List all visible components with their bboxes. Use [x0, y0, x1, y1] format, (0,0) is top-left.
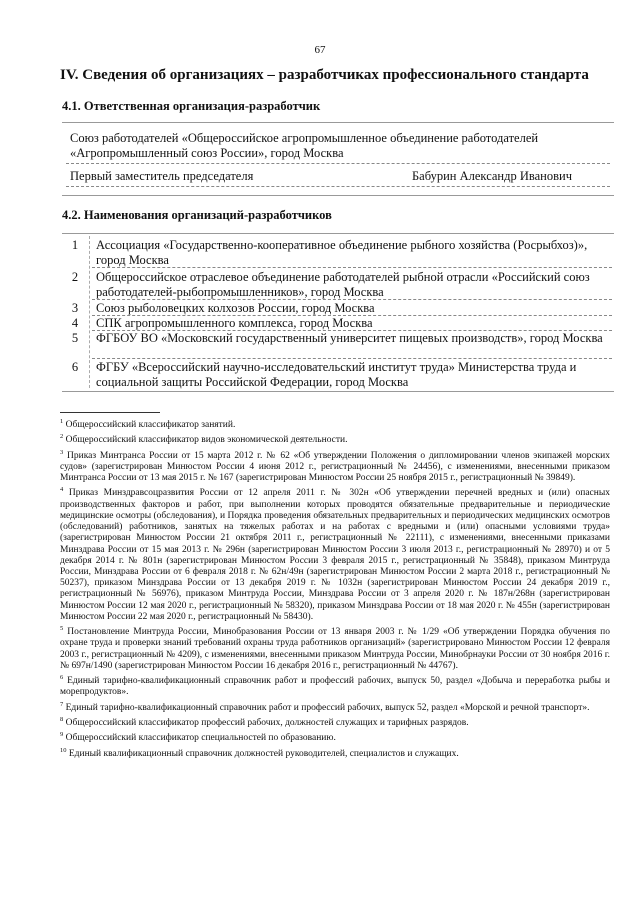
signature-line	[66, 186, 610, 187]
responsible-org-box	[62, 122, 614, 196]
row-number: 6	[71, 360, 79, 374]
developer-org: ФГБОУ ВО «Московский государственный университет пищевых производств», город Москва	[96, 331, 603, 345]
footnote: $^5$ Постановление Минтруда России, Минобразования России от 13 января 2003 г. № 1/29 «Об утверждении Порядка обучения по охране труда и проверки знаний требований охраны труда работников организаций» (зарегистрировано Минюстом России 12 февраля 2003 г., регистрационный № 4209), с изменениями, внесенными приказом Минтруда России, Минобрнауки России от 30 ноября 2016 г. № 697н/1490 (зарегистрирован Минюстом России 16 декабря 2016 г., регистрационный № 44767).	[60, 625, 611, 671]
responsible-org-name-line1: Союз работодателей «Общероссийское агропромышленное объединение работодателей	[70, 131, 539, 145]
signatory-position: Первый заместитель председателя	[70, 169, 254, 183]
footnote: $^3$ Приказ Минтранса России от 15 марта 2012 г. № 62 «Об утверждении Положения о дипломировании членов экипажей морских судов» (зарегистрирован Минюстом России 4 июня 2012 г., регистрационный № 24456), с изменениями, внесенными приказом Минтранса России от 13 мая 2015 г. № 167 (зарегистрирован Минюстом России 25 ноября 2015 г., регистрационный № 39849).	[60, 448, 611, 484]
row-number: 3	[71, 301, 79, 315]
footnote: $^4$ Приказ Минздравсоцразвития России от 12 апреля 2011 г. № 302н «Об утверждении перечней вредных и (или) опасных производственных факторов и работ, при выполнении которых проводятся обязательные предварительные и периодические медицинские осмотры (обследования), и Порядка проведения обязательных предварительных и периодических медицинских осмотров (обследований) работников, занятых на тяжелых работах и на работах с вредными и (или) опасными условиями труда» (зарегистрирован Минюстом России 21 октября 2011 г., регистрационный № 22111), с изменениями, внесенными приказами Минздрава России от 15 мая 2013 г. № 296н (зарегистрирован Минюстом России 3 июля 2013 г., регистрационный № 28970) и от 5 декабря 2014 г. № 801н (зарегистрирован Минюстом России 3 февраля 2015 г., регистрационный № 35848), приказом Минтруда России, Минздрава России от 6 февраля 2018 г. № 62н/49н (зарегистрирован Минюстом России 2 марта 2018 г., регистрационный № 50237), приказом Минздрава России от 13 декабря 2019 г. № 1032н (зарегистрирован Минюстом России 24 декабря 2019 г., регистрационный № 56976), приказом Минтруда России, Минздрава России от 3 апреля 2020 г. № 187н/268н (зарегистрирован Минюстом России 12 мая 2020 г., регистрационный № 58320), приказом Минздрава России от 18 мая 2020 г. № 455н (зарегистрирован Минюстом России 22 мая 2020 г., регистрационный № 58430).	[60, 486, 610, 622]
section-title: IV. Сведения об организациях – разработчиках профессионального стандарта	[60, 67, 589, 83]
footnote: $^{10}$ Единый квалификационный справочник должностей руководителей, специалистов и служащих.	[60, 746, 459, 759]
developer-org: Общероссийское отраслевое объединение работодателей рыбной отрасли «Российский союз работодателей-рыбопромышленников», город Москва	[96, 270, 590, 299]
developer-orgs-heading: 4.2. Наименования организаций-разработчиков	[62, 208, 332, 222]
footnote: $^1$ Общероссийский классификатор занятий.	[60, 418, 236, 431]
page-number: 67	[314, 44, 326, 56]
developer-org: Ассоциация «Государственно-кооперативное объединение рыбного хозяйства (Росрыбхоз)», город Москва	[96, 238, 588, 267]
signatory-name: Бабурин Александр Иванович	[412, 169, 572, 183]
developer-org: Союз рыболовецких колхозов России, город Москва	[96, 301, 375, 315]
footnote: $^2$ Общероссийский классификатор видов экономической деятельности.	[60, 433, 348, 446]
responsible-org-name-line2: «Агропромышленный союз России», город Москва	[70, 146, 344, 160]
developer-org: ФГБУ «Всероссийский научно-исследовательский институт труда» Министерства труда и социальной защиты Российской Федерации, город Москва	[96, 360, 577, 389]
footnotes	[60, 416, 610, 760]
responsible-org-heading: 4.1. Ответственная организация-разработчик	[62, 99, 321, 113]
row-number: 1	[71, 238, 79, 252]
footnote: $^6$ Единый тарифно-квалификационный справочник работ и профессий рабочих, выпуск 50, раздел «Добыча и переработка рыбы и морепродуктов».	[60, 674, 611, 698]
row-number: 4	[71, 316, 79, 330]
row-number: 2	[71, 270, 79, 284]
row-divider	[92, 299, 612, 300]
developer-org: СПК агропромышленного комплекса, город Москва	[96, 316, 373, 330]
footnote-rule	[60, 412, 160, 413]
footnote: $^7$ Единый тарифно-квалификационный справочник работ и профессий рабочих, выпуск 52, раздел «Морской и речной транспорт».	[60, 700, 590, 713]
divider	[66, 163, 610, 164]
footnote: $^8$ Общероссийский классификатор профессий рабочих, должностей служащих и тарифных разрядов.	[60, 715, 469, 729]
row-number: 5	[71, 331, 79, 345]
footnote: $^9$ Общероссийский классификатор специальностей по образованию.	[60, 731, 336, 744]
row-divider	[92, 358, 612, 359]
row-divider	[92, 267, 612, 268]
column-divider	[89, 236, 90, 388]
